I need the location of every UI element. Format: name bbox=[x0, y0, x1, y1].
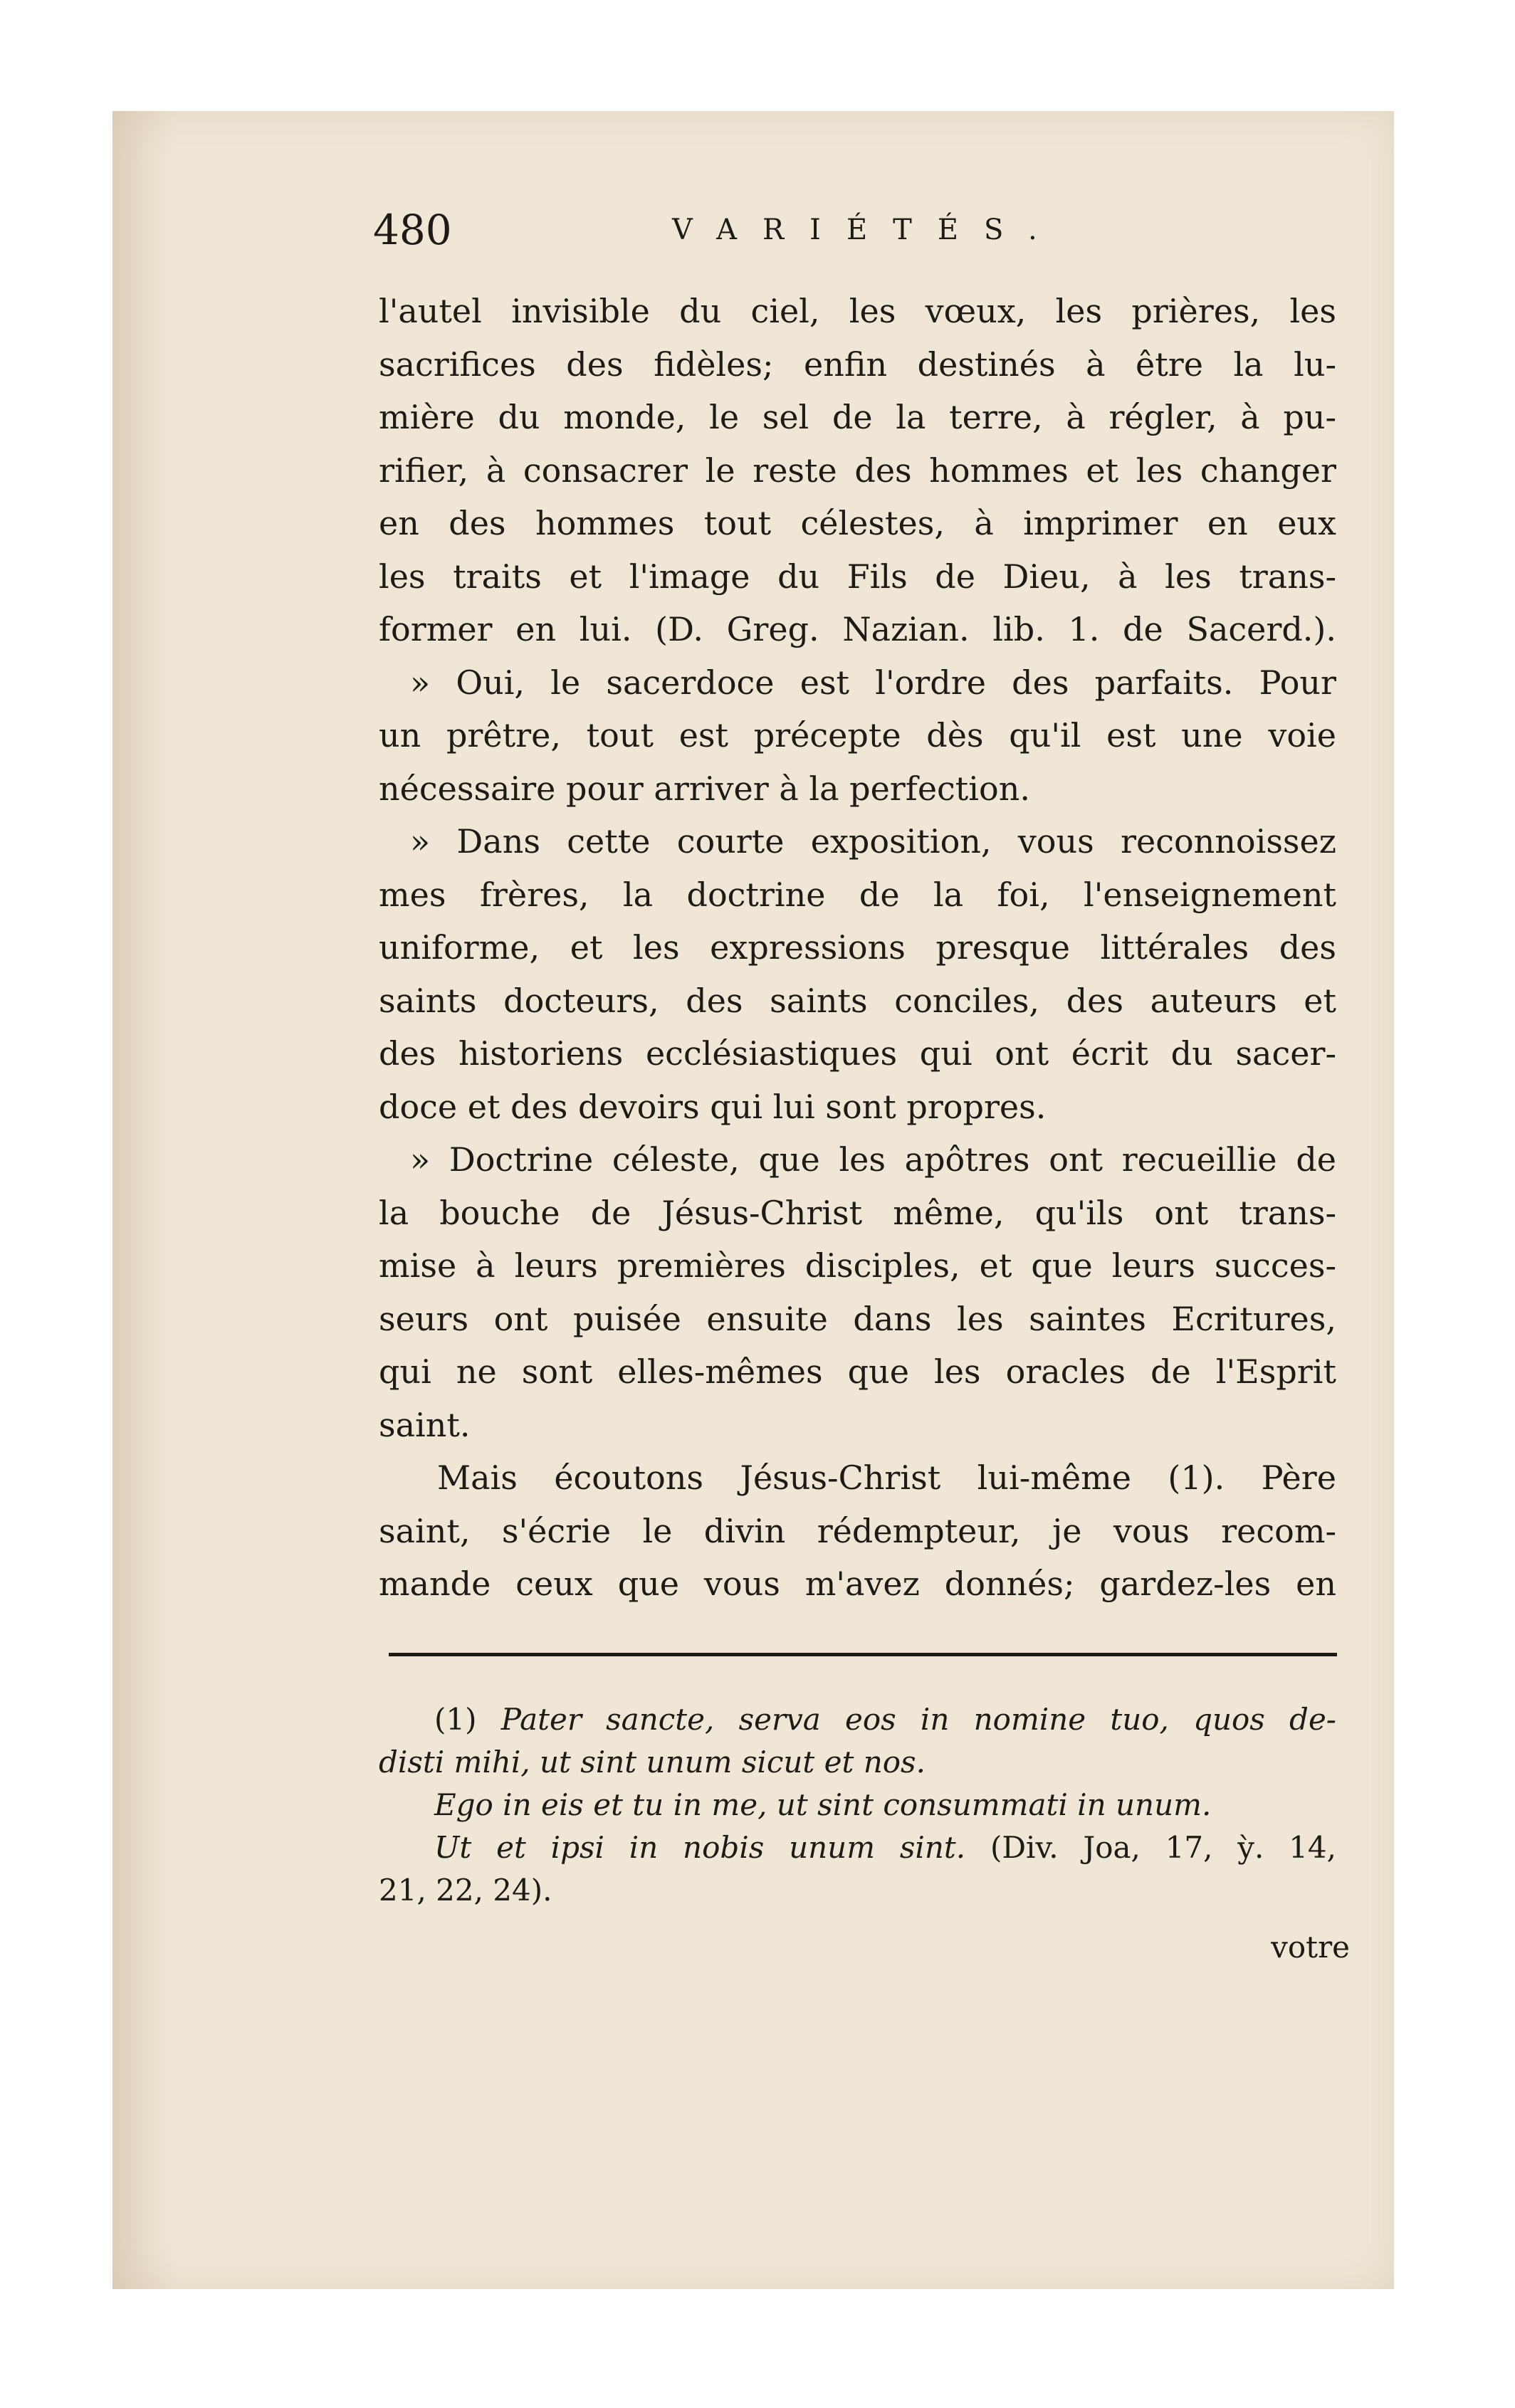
catchword: votre bbox=[1271, 1930, 1350, 1965]
body-line: saint. bbox=[379, 1405, 471, 1444]
body-line: doce et des devoirs qui lui sont propres. bbox=[379, 1087, 1047, 1126]
footnote-latin: disti mihi, ut sint unum sicut et nos. bbox=[379, 1745, 926, 1779]
footnotes bbox=[379, 1698, 1336, 1912]
body-line: » Dans cette courte exposition, vous reconnoissez bbox=[410, 822, 1336, 861]
footnote-latin: Ut et ipsi in nobis unum sint. bbox=[434, 1830, 966, 1865]
body-line: rifier, à consacrer le reste des hommes et les changer bbox=[379, 451, 1336, 490]
body-line: un prêtre, tout est précepte dès qu'il est une voie bbox=[379, 716, 1336, 755]
footnote-line bbox=[379, 1784, 1336, 1826]
page-number: 480 bbox=[373, 206, 452, 254]
footnote-latin: Ego in eis et tu in me, ut sint consummati in unum. bbox=[434, 1787, 1212, 1822]
page-header bbox=[373, 198, 1341, 262]
footnote-line bbox=[379, 1826, 1336, 1869]
body-line: » Doctrine céleste, que les apôtres ont recueillie de bbox=[410, 1140, 1336, 1179]
footnote-line bbox=[379, 1741, 1336, 1784]
body-line: des historiens ecclésiastiques qui ont écrit du sacer- bbox=[379, 1034, 1336, 1073]
body-line: la bouche de Jésus-Christ même, qu'ils ont trans- bbox=[379, 1193, 1336, 1232]
body-line: l'autel invisible du ciel, les vœux, les prières, les bbox=[379, 292, 1336, 330]
body-line: former en lui. (D. Greg. Nazian. lib. 1. de Sacerd.). bbox=[379, 610, 1336, 648]
body-line: mise à leurs premières disciples, et que leurs succes- bbox=[379, 1246, 1336, 1285]
body-line: sacrifices des fidèles; enfin destinés à être la lu- bbox=[379, 345, 1336, 384]
body-line: mes frères, la doctrine de la foi, l'enseignement bbox=[379, 875, 1336, 914]
footnote-citation: 21, 22, 24). bbox=[379, 1873, 552, 1908]
footnote-line bbox=[379, 1698, 1336, 1741]
body-line: Mais écoutons Jésus-Christ lui-même (1). Père bbox=[437, 1458, 1336, 1497]
footnote-citation: (Div. Joa, 17, ỳ. 14, bbox=[990, 1830, 1336, 1865]
footnote-latin: Pater sancte, serva eos in nomine tuo, quos de- bbox=[500, 1702, 1336, 1737]
footnote-line bbox=[379, 1869, 1336, 1912]
footnote-mark: (1) bbox=[434, 1702, 477, 1737]
body-line: en des hommes tout célestes, à imprimer en eux bbox=[379, 504, 1336, 542]
body-line: les traits et l'image du Fils de Dieu, à les trans- bbox=[379, 557, 1336, 596]
footnote-rule bbox=[389, 1653, 1337, 1656]
body-line: saint, s'écrie le divin rédempteur, je vous recom- bbox=[379, 1511, 1336, 1550]
body-line: saints docteurs, des saints conciles, des auteurs et bbox=[379, 981, 1336, 1020]
body-line: » Oui, le sacerdoce est l'ordre des parfaits. Pour bbox=[410, 663, 1336, 702]
body-line: uniforme, et les expressions presque littérales des bbox=[379, 928, 1336, 967]
body-line: qui ne sont elles-mêmes que les oracles de l'Esprit bbox=[379, 1352, 1336, 1391]
body-line: nécessaire pour arriver à la perfection. bbox=[379, 769, 1030, 808]
body-line: mande ceux que vous m'avez donnés; gardez-les en bbox=[379, 1565, 1336, 1603]
body-line: seurs ont puisée ensuite dans les saintes Ecritures, bbox=[379, 1299, 1336, 1338]
running-head: VARIÉTÉS. bbox=[672, 214, 1063, 246]
body-line: mière du monde, le sel de la terre, à régler, à pu- bbox=[379, 398, 1336, 436]
body-text bbox=[379, 285, 1336, 1611]
